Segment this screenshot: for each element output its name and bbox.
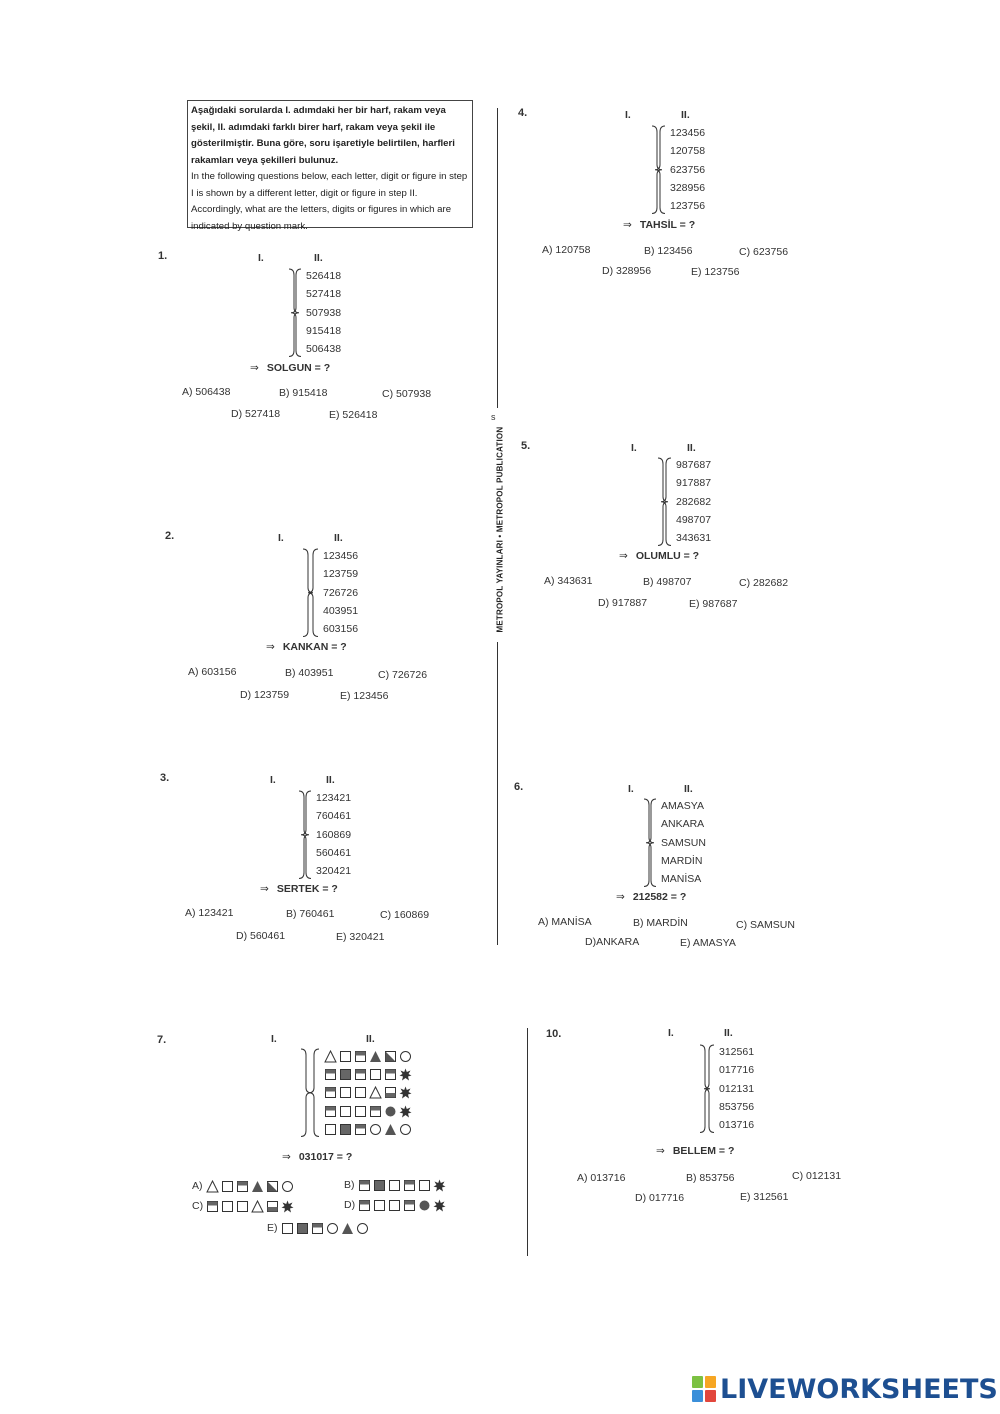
answer-option-a[interactable]: A) MANİSA [538,916,592,928]
step-ii-item: 507938 [306,306,342,319]
square-top-half-icon [354,1068,367,1081]
arrow-icon: ⇒ [619,550,628,562]
answer-option-d[interactable] [344,1199,446,1212]
shape-sequence [324,1123,412,1136]
arrow-icon: ⇒ [250,362,259,374]
shape-sequence [324,1086,412,1099]
step-ii-item: 017716 [719,1064,755,1077]
option-label: A) [192,1180,203,1193]
column-header-ii: II. [681,109,690,121]
step-ii-item: 123759 [323,568,359,581]
left-brace [299,789,313,881]
question-prompt [282,1151,352,1163]
circle-filled-icon [384,1105,397,1118]
square-top-half-icon [324,1068,337,1081]
answer-option-e[interactable]: E) AMASYA [680,937,736,949]
step-ii-item: 506438 [306,343,342,356]
arrow-icon: ⇒ [282,1151,291,1163]
square-top-half-icon [403,1179,416,1192]
prompt-text: 212582 = ? [632,891,687,903]
square-outline-icon [339,1105,352,1118]
liveworksheets-logo [692,1372,998,1406]
instructions-turkish: Aşağıdaki sorularda I. adımdaki her bir harf, rakam veya şekil, II. adımdaki farklı birer harf, rakam veya şekil ile gösterilmiştir. Buna göre, soru işaretiyle belirtilen, harfleri rakamları veya şekilleri bulunuz. [191,105,455,166]
publisher-vertical-label: METROPOL YAYINLARI • METROPOL PUBLICATION [495,426,505,633]
column-header-ii: II. [684,783,693,795]
step-ii-item: 123421 [316,792,352,804]
square-diagonal-icon [384,1050,397,1063]
answer-option-d[interactable]: D) 917887 [598,597,648,609]
step-ii-item: 987687 [676,459,712,471]
divider-line [497,108,498,408]
column-header-i: I. [625,109,631,121]
square-outline-icon [324,1123,337,1136]
step-ii-column [324,1047,412,1138]
answer-option-b[interactable]: B) MARDİN [633,917,688,929]
answer-option-c[interactable]: C) 160869 [380,909,430,921]
answer-option-e[interactable]: E) 123756 [691,266,740,278]
square-top-half-icon [236,1180,249,1193]
column-header-ii: II. [724,1027,733,1039]
divider-mark: s [491,412,496,422]
column-header-i: I. [271,1033,277,1045]
square-top-half-icon [354,1050,367,1063]
step-ii-item: SAMSUN [661,836,706,849]
prompt-text: BELLEM = ? [672,1145,735,1157]
square-outline-icon [339,1086,352,1099]
column-header-ii: II. [326,774,335,786]
step-ii-shape-row [324,1120,412,1138]
square-top-half-icon [206,1200,219,1213]
answer-option-e[interactable]: E) 320421 [336,931,385,943]
prompt-text: SERTEK = ? [276,883,338,895]
star-burst-icon [399,1068,412,1081]
step-ii-column [323,547,358,638]
column-header-i: I. [278,532,284,544]
answer-option-c[interactable]: C) SAMSUN [736,919,795,931]
left-brace [702,1043,716,1135]
question-number: 1. [158,250,168,262]
answer-option-b[interactable]: B) 498707 [643,576,692,588]
left-brace [653,124,667,216]
question-prompt [616,891,686,903]
step-ii-item: 312561 [719,1046,755,1058]
square-outline-icon [373,1199,386,1212]
step-ii-item: 123756 [670,200,706,213]
column-header-i: I. [631,442,637,454]
question-prompt [250,362,330,374]
column-header-ii: II. [366,1033,375,1045]
step-ii-item: 527418 [306,288,342,301]
step-ii-item: 328956 [670,181,706,194]
column-header-i: I. [258,252,264,264]
logo-text: LIVEWORKSHEETS [720,1373,998,1405]
step-ii-item: 915418 [306,324,342,337]
square-filled-icon [373,1179,386,1192]
shape-sequence [206,1200,294,1213]
square-outline-icon [369,1068,382,1081]
step-ii-shape-row [324,1047,412,1065]
step-ii-item: 623756 [670,163,706,176]
step-ii-item: 853756 [719,1100,755,1113]
square-top-half-icon [403,1199,416,1212]
question-number: 7. [157,1034,167,1046]
question-prompt [623,219,695,231]
square-top-half-icon [369,1105,382,1118]
prompt-text: KANKAN = ? [282,641,347,653]
triangle-filled-icon [341,1222,354,1235]
triangle-outline-icon [369,1086,382,1099]
circle-outline-icon [281,1180,294,1193]
answer-option-d[interactable]: D)ANKARA [585,936,640,948]
triangle-outline-icon [206,1180,219,1193]
answer-option-e[interactable]: E) 123456 [340,690,389,702]
answer-option-b[interactable]: B) 915418 [279,387,328,399]
square-filled-icon [339,1068,352,1081]
star-burst-icon [399,1105,412,1118]
answer-option-d[interactable]: D) 017716 [635,1192,685,1204]
step-ii-item: 320421 [316,865,352,878]
step-ii-item: 726726 [323,586,359,599]
shape-sequence [206,1180,294,1193]
square-outline-icon [221,1200,234,1213]
prompt-text: OLUMLU = ? [635,550,700,562]
circle-outline-icon [399,1123,412,1136]
step-ii-item: 403951 [323,604,359,617]
shape-sequence [281,1222,369,1235]
step-ii-column [316,789,351,880]
step-ii-shape-row [324,1102,412,1120]
instructions-box [187,100,473,232]
square-top-half-icon [358,1179,371,1192]
instructions-english: In the following questions below, each letter, digit or figure in step I is shown by a different letter, digit or figure in step II. Accordingly, what are the letters, digits or figures in which are indicated by question mark. [191,171,468,232]
square-outline-icon [388,1179,401,1192]
prompt-text: SOLGUN = ? [266,362,331,374]
shape-sequence [324,1105,412,1118]
answer-option-b[interactable]: B) 403951 [285,667,334,679]
option-label: B) [344,1179,355,1192]
answer-option-c[interactable] [192,1200,294,1213]
left-brace [644,797,658,889]
step-ii-column [676,456,711,547]
step-ii-item: MARDİN [661,854,703,867]
prompt-text: 031017 = ? [298,1151,353,1163]
left-brace [659,456,673,548]
column-header-i: I. [270,774,276,786]
square-top-half-icon [384,1068,397,1081]
step-ii-item: MANİSA [661,873,702,886]
question-prompt [266,641,347,653]
column-header-ii: II. [687,442,696,454]
circle-filled-icon [418,1199,431,1212]
column-header-i: I. [668,1027,674,1039]
divider-line [527,1028,528,1256]
step-ii-column [306,267,341,358]
star-burst-icon [281,1200,294,1213]
answer-option-d[interactable]: D) 328956 [602,265,652,277]
step-ii-item: 526418 [306,270,342,282]
square-filled-icon [296,1222,309,1235]
star-burst-icon [399,1086,412,1099]
question-prompt [260,883,338,895]
square-top-half-icon [354,1123,367,1136]
answer-option-a[interactable]: A) 603156 [188,666,237,678]
left-brace [306,547,320,639]
square-filled-icon [339,1123,352,1136]
answer-option-a[interactable]: A) 120758 [542,244,591,256]
triangle-outline-icon [251,1200,264,1213]
left-brace [307,1047,321,1139]
answer-option-d[interactable]: D) 527418 [231,408,281,420]
square-bottom-half-icon [266,1200,279,1213]
question-prompt [656,1145,734,1157]
answer-option-d[interactable]: D) 123759 [240,689,290,701]
question-number: 4. [518,107,528,119]
square-top-half-icon [358,1199,371,1212]
answer-option-c[interactable]: C) 282682 [739,577,789,589]
square-top-half-icon [311,1222,324,1235]
step-ii-shape-row [324,1084,412,1102]
question-number: 5. [521,440,531,452]
circle-outline-icon [399,1050,412,1063]
shape-sequence [324,1050,412,1063]
step-ii-item: 160869 [316,828,352,841]
triangle-filled-icon [369,1050,382,1063]
square-outline-icon [354,1086,367,1099]
answer-option-c[interactable]: C) 623756 [739,246,789,258]
step-ii-item: 760461 [316,810,352,823]
step-ii-item: 917887 [676,477,712,490]
answer-option-a[interactable]: A) 123421 [185,907,234,919]
step-ii-item: AMASYA [661,800,704,812]
step-ii-item: 560461 [316,846,352,859]
column-header-ii: II. [334,532,343,544]
step-ii-column [670,124,705,215]
triangle-outline-icon [324,1050,337,1063]
answer-option-c[interactable]: C) 012131 [792,1170,842,1182]
square-outline-icon [354,1105,367,1118]
answer-option-b[interactable] [344,1179,446,1192]
option-label: C) [192,1200,204,1213]
square-outline-icon [388,1199,401,1212]
logo-icon [692,1376,716,1402]
square-outline-icon [236,1200,249,1213]
triangle-filled-icon [384,1123,397,1136]
answer-option-a[interactable]: A) 506438 [182,386,231,398]
shape-sequence [358,1199,446,1212]
step-ii-item: 282682 [676,495,712,508]
answer-option-e[interactable]: E) 312561 [740,1191,789,1203]
left-brace [289,267,303,359]
answer-option-e[interactable] [267,1222,369,1235]
star-burst-icon [433,1179,446,1192]
square-top-half-icon [324,1086,337,1099]
answer-option-c[interactable]: C) 507938 [382,388,432,400]
square-outline-icon [221,1180,234,1193]
step-ii-item: 343631 [676,532,712,545]
question-number: 2. [165,530,175,542]
answer-option-e[interactable]: E) 526418 [329,409,378,421]
step-ii-item: 498707 [676,513,712,526]
question-number: 10. [546,1028,562,1040]
square-outline-icon [281,1222,294,1235]
divider-line [497,642,498,945]
column-header-ii: II. [314,252,323,264]
square-diagonal-icon [266,1180,279,1193]
step-ii-item: 120758 [670,145,706,158]
answer-option-a[interactable]: A) 013716 [577,1172,626,1184]
step-ii-item: 123456 [323,550,359,562]
step-ii-column [661,797,706,888]
arrow-icon: ⇒ [616,891,625,903]
step-ii-item: 013716 [719,1119,755,1132]
answer-option-a[interactable] [192,1180,294,1193]
square-outline-icon [339,1050,352,1063]
answer-option-e[interactable]: E) 987687 [689,598,738,610]
triangle-filled-icon [251,1180,264,1193]
step-ii-item: 012131 [719,1082,755,1095]
step-ii-item: ANKARA [661,818,705,831]
square-bottom-half-icon [384,1086,397,1099]
arrow-icon: ⇒ [260,883,269,895]
answer-option-b[interactable]: B) 853756 [686,1172,735,1184]
star-burst-icon [433,1199,446,1212]
option-label: E) [267,1222,278,1235]
question-number: 6. [514,781,524,793]
square-top-half-icon [324,1105,337,1118]
answer-option-c[interactable]: C) 726726 [378,669,428,681]
step-ii-item: 603156 [323,623,359,636]
arrow-icon: ⇒ [266,641,275,653]
answer-option-d[interactable]: D) 560461 [236,930,286,942]
circle-outline-icon [356,1222,369,1235]
arrow-icon: ⇒ [623,219,632,231]
arrow-icon: ⇒ [656,1145,665,1157]
step-ii-shape-row [324,1065,412,1083]
question-prompt [619,550,699,562]
column-header-i: I. [628,783,634,795]
circle-outline-icon [326,1222,339,1235]
question-number: 3. [160,772,170,784]
square-outline-icon [418,1179,431,1192]
shape-sequence [358,1179,446,1192]
answer-option-a[interactable]: A) 343631 [544,575,593,587]
option-label: D) [344,1199,356,1212]
answer-option-b[interactable]: B) 123456 [644,245,693,257]
step-ii-item: 123456 [670,127,706,139]
shape-sequence [324,1068,412,1081]
answer-option-b[interactable]: B) 760461 [286,908,335,920]
step-ii-column [719,1043,754,1134]
circle-outline-icon [369,1123,382,1136]
prompt-text: TAHSİL = ? [639,219,696,231]
